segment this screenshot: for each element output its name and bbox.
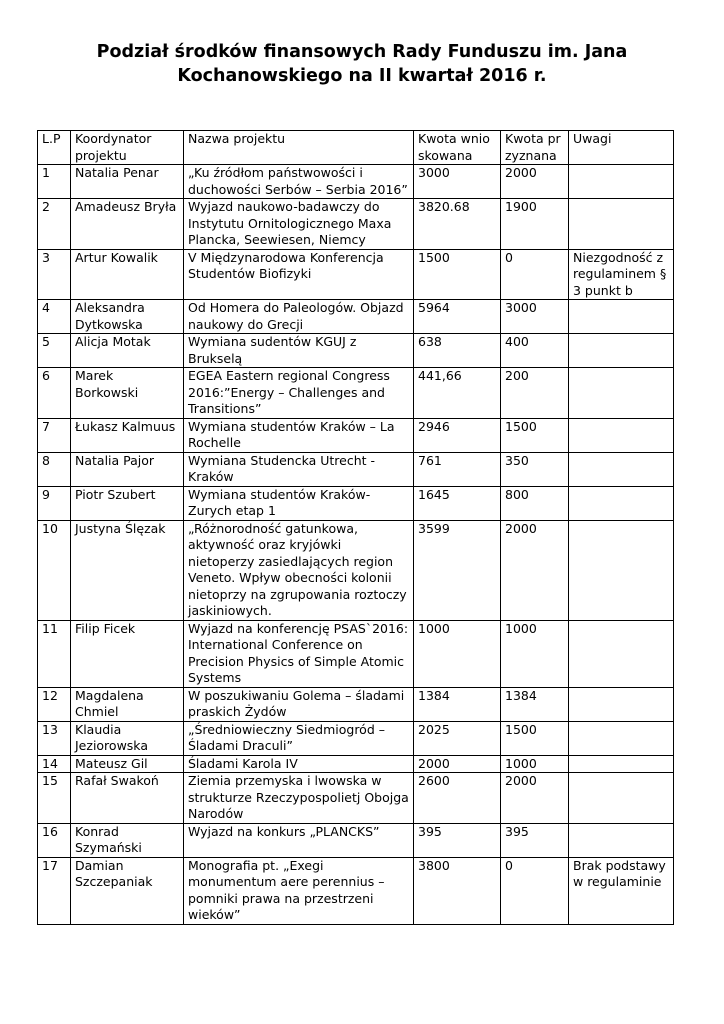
table-row [38, 199, 674, 250]
cell-lp: 16 [38, 823, 71, 857]
cell-lp: 3 [38, 249, 71, 300]
cell-remarks [569, 687, 674, 721]
cell-coordinator: Alicja Motak [71, 334, 184, 368]
cell-amount-requested: 1645 [414, 486, 501, 520]
cell-coordinator: Filip Ficek [71, 620, 184, 687]
cell-coordinator: Natalia Pajor [71, 452, 184, 486]
cell-amount-requested: 1384 [414, 687, 501, 721]
cell-lp: 6 [38, 368, 71, 419]
cell-project-name: Śladami Karola IV [184, 755, 414, 773]
cell-amount-granted: 2000 [501, 773, 569, 824]
cell-amount-requested: 1500 [414, 249, 501, 300]
cell-remarks [569, 721, 674, 755]
cell-project-name: Wyjazd na konkurs „PLANCKS” [184, 823, 414, 857]
cell-amount-requested: 3820.68 [414, 199, 501, 250]
cell-amount-granted: 0 [501, 857, 569, 924]
cell-coordinator: Mateusz Gil [71, 755, 184, 773]
table-row [38, 620, 674, 687]
cell-amount-granted: 395 [501, 823, 569, 857]
table-row [38, 755, 674, 773]
cell-project-name: „Ku źródłom państwowości i duchowości Serbów – Serbia 2016” [184, 165, 414, 199]
cell-remarks: Niezgodność z regulaminem §3 punkt b [569, 249, 674, 300]
cell-amount-granted: 2000 [501, 165, 569, 199]
title-line-1: Podział środków finansowych Rady Funduszu im. Jana [96, 42, 628, 62]
cell-coordinator: Konrad Szymański [71, 823, 184, 857]
table-row [38, 418, 674, 452]
cell-project-name: Wymiana Studencka Utrecht - Kraków [184, 452, 414, 486]
cell-coordinator: Artur Kowalik [71, 249, 184, 300]
cell-amount-granted: 1500 [501, 418, 569, 452]
cell-lp: 4 [38, 300, 71, 334]
cell-remarks [569, 486, 674, 520]
cell-coordinator: Natalia Penar [71, 165, 184, 199]
cell-project-name: Wymiana sudentów KGUJ z Brukselą [184, 334, 414, 368]
cell-amount-requested: 2600 [414, 773, 501, 824]
cell-lp: 17 [38, 857, 71, 924]
cell-amount-granted: 2000 [501, 520, 569, 620]
cell-remarks [569, 520, 674, 620]
table-row [38, 486, 674, 520]
cell-lp: 1 [38, 165, 71, 199]
cell-coordinator: Justyna Ślęzak [71, 520, 184, 620]
cell-amount-granted: 3000 [501, 300, 569, 334]
cell-amount-granted: 200 [501, 368, 569, 419]
cell-amount-requested: 3800 [414, 857, 501, 924]
cell-project-name: Wymiana studentów Kraków-Zurych etap 1 [184, 486, 414, 520]
cell-project-name: Wymiana studentów Kraków – La Rochelle [184, 418, 414, 452]
cell-amount-requested: 2025 [414, 721, 501, 755]
cell-coordinator: Piotr Szubert [71, 486, 184, 520]
cell-amount-requested: 1000 [414, 620, 501, 687]
cell-lp: 10 [38, 520, 71, 620]
header-remarks: Uwagi [569, 131, 674, 165]
cell-amount-granted: 1500 [501, 721, 569, 755]
cell-lp: 12 [38, 687, 71, 721]
cell-amount-requested: 2000 [414, 755, 501, 773]
table-row [38, 165, 674, 199]
cell-coordinator: Rafał Swakoń [71, 773, 184, 824]
table-row [38, 773, 674, 824]
cell-project-name: „Średniowieczny Siedmiogród – Śladami Draculi” [184, 721, 414, 755]
table-header-row [38, 131, 674, 165]
table-row [38, 520, 674, 620]
cell-coordinator: Aleksandra Dytkowska [71, 300, 184, 334]
cell-remarks [569, 773, 674, 824]
page-title [0, 40, 724, 88]
cell-amount-requested: 5964 [414, 300, 501, 334]
cell-lp: 9 [38, 486, 71, 520]
table-row [38, 687, 674, 721]
title-line-2: Kochanowskiego na II kwartał 2016 r. [177, 66, 547, 86]
cell-project-name: Wyjazd naukowo-badawczy do Instytutu Ornitologicznego Maxa Plancka, Seewiesen, Niemcy [184, 199, 414, 250]
cell-amount-requested: 3599 [414, 520, 501, 620]
header-project-name: Nazwa projektu [184, 131, 414, 165]
header-coordinator: Koordynator projektu [71, 131, 184, 165]
cell-amount-requested: 638 [414, 334, 501, 368]
cell-project-name: Od Homera do Paleologów. Objazd naukowy do Grecji [184, 300, 414, 334]
cell-lp: 14 [38, 755, 71, 773]
header-lp: L.P [38, 131, 71, 165]
cell-lp: 15 [38, 773, 71, 824]
cell-coordinator: Amadeusz Bryła [71, 199, 184, 250]
cell-project-name: EGEA Eastern regional Congress 2016:”Energy – Challenges and Transitions” [184, 368, 414, 419]
cell-remarks [569, 418, 674, 452]
table-row [38, 300, 674, 334]
cell-amount-requested: 761 [414, 452, 501, 486]
table-row [38, 857, 674, 924]
cell-amount-granted: 800 [501, 486, 569, 520]
cell-amount-requested: 3000 [414, 165, 501, 199]
table-row [38, 334, 674, 368]
cell-coordinator: Magdalena Chmiel [71, 687, 184, 721]
cell-remarks [569, 300, 674, 334]
cell-remarks [569, 452, 674, 486]
cell-remarks [569, 368, 674, 419]
cell-amount-requested: 395 [414, 823, 501, 857]
table-row [38, 249, 674, 300]
cell-lp: 13 [38, 721, 71, 755]
funding-table [37, 130, 674, 925]
cell-lp: 5 [38, 334, 71, 368]
cell-lp: 7 [38, 418, 71, 452]
table-row [38, 721, 674, 755]
cell-lp: 11 [38, 620, 71, 687]
cell-coordinator: Marek Borkowski [71, 368, 184, 419]
table-row [38, 452, 674, 486]
cell-project-name: V Międzynarodowa Konferencja Studentów Biofizyki [184, 249, 414, 300]
cell-coordinator: Łukasz Kalmuus [71, 418, 184, 452]
cell-lp: 8 [38, 452, 71, 486]
cell-remarks: Brak podstawy w regulaminie [569, 857, 674, 924]
header-amount-requested: Kwota wnioskowana [414, 131, 501, 165]
cell-remarks [569, 199, 674, 250]
cell-lp: 2 [38, 199, 71, 250]
cell-remarks [569, 334, 674, 368]
cell-project-name: W poszukiwaniu Golema – śladami praskich Żydów [184, 687, 414, 721]
cell-remarks [569, 165, 674, 199]
cell-coordinator: Klaudia Jeziorowska [71, 721, 184, 755]
cell-remarks [569, 620, 674, 687]
cell-amount-requested: 441,66 [414, 368, 501, 419]
cell-coordinator: Damian Szczepaniak [71, 857, 184, 924]
cell-amount-granted: 1900 [501, 199, 569, 250]
cell-project-name: „Różnorodność gatunkowa, aktywność oraz kryjówki nietoperzy zasiedlających region Veneto. Wpływ obecności kolonii nietoprzy na zgrupowania roztoczy jaskiniowych. [184, 520, 414, 620]
header-amount-granted: Kwota przyznana [501, 131, 569, 165]
cell-amount-granted: 0 [501, 249, 569, 300]
cell-remarks [569, 755, 674, 773]
cell-amount-granted: 350 [501, 452, 569, 486]
cell-amount-granted: 1000 [501, 620, 569, 687]
cell-project-name: Wyjazd na konferencję PSAS`2016: International Conference on Precision Physics of Simple Atomic Systems [184, 620, 414, 687]
cell-project-name: Ziemia przemyska i lwowska w strukturze Rzeczypospolietj Obojga Narodów [184, 773, 414, 824]
cell-amount-granted: 400 [501, 334, 569, 368]
cell-amount-granted: 1000 [501, 755, 569, 773]
cell-remarks [569, 823, 674, 857]
cell-project-name: Monografia pt. „Exegi monumentum aere perennius – pomniki prawa na przestrzeni wieków” [184, 857, 414, 924]
table-row [38, 823, 674, 857]
table-row [38, 368, 674, 419]
cell-amount-requested: 2946 [414, 418, 501, 452]
cell-amount-granted: 1384 [501, 687, 569, 721]
